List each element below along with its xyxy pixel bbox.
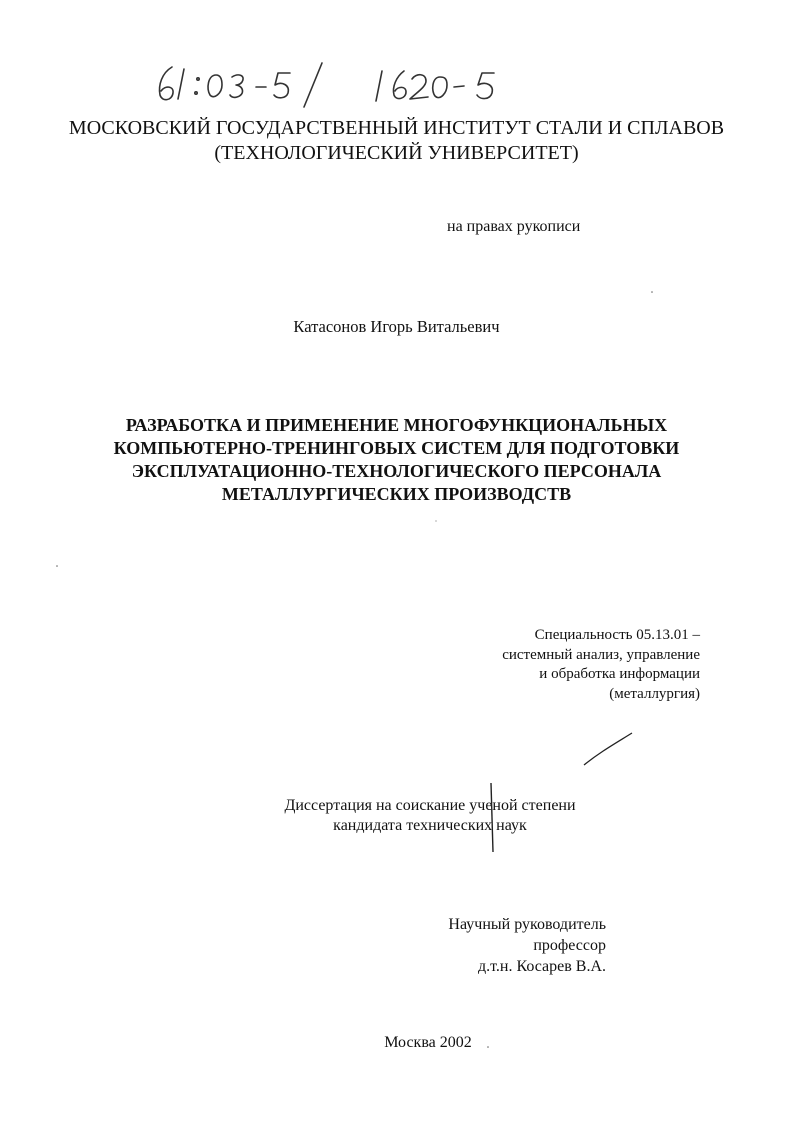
scan-speck [435, 520, 436, 521]
thesis-title-line: РАЗРАБОТКА И ПРИМЕНЕНИЕ МНОГОФУНКЦИОНАЛЬНЫХ [125, 415, 668, 435]
pen-stroke-vertical [491, 783, 493, 852]
thesis-title-line: ЭКСПЛУАТАЦИОННО-ТЕХНОЛОГИЧЕСКОГО ПЕРСОНАЛА [131, 461, 662, 481]
specialty-line: системный анализ, управление [502, 646, 700, 663]
specialty-line: (металлургия) [609, 685, 700, 702]
scan-speck [487, 1046, 489, 1048]
pen-stroke-diagonal [584, 733, 632, 765]
thesis-title-line: КОМПЬЮТЕРНО-ТРЕНИНГОВЫХ СИСТЕМ ДЛЯ ПОДГОТОВКИ [113, 438, 680, 458]
thesis-title-line: МЕТАЛЛУРГИЧЕСКИХ ПРОИЗВОДСТВ [221, 484, 572, 504]
scan-speck [651, 291, 653, 293]
institute-subtitle: (ТЕХНОЛОГИЧЕСКИЙ УНИВЕРСИТЕТ) [214, 142, 579, 164]
advisor-line: профессор [533, 937, 606, 954]
specialty-line: и обработка информации [539, 666, 700, 682]
dissertation-line: Диссертация на соискание ученой степени [284, 797, 576, 814]
specialty-line: Специальность 05.13.01 – [534, 627, 700, 643]
dissertation-line: кандидата технических наук [333, 817, 527, 834]
author-name: Катасонов Игорь Витальевич [293, 317, 500, 336]
manuscript-rights-note: на правах рукописи [447, 218, 581, 235]
institute-name: МОСКОВСКИЙ ГОСУДАРСТВЕННЫЙ ИНСТИТУТ СТАЛИ И СПЛАВОВ [68, 117, 725, 139]
scan-speck [56, 565, 58, 567]
advisor-line: д.т.н. Косарев В.А. [477, 958, 606, 975]
city-year: Москва 2002 [384, 1034, 472, 1051]
advisor-line: Научный руководитель [448, 916, 606, 933]
